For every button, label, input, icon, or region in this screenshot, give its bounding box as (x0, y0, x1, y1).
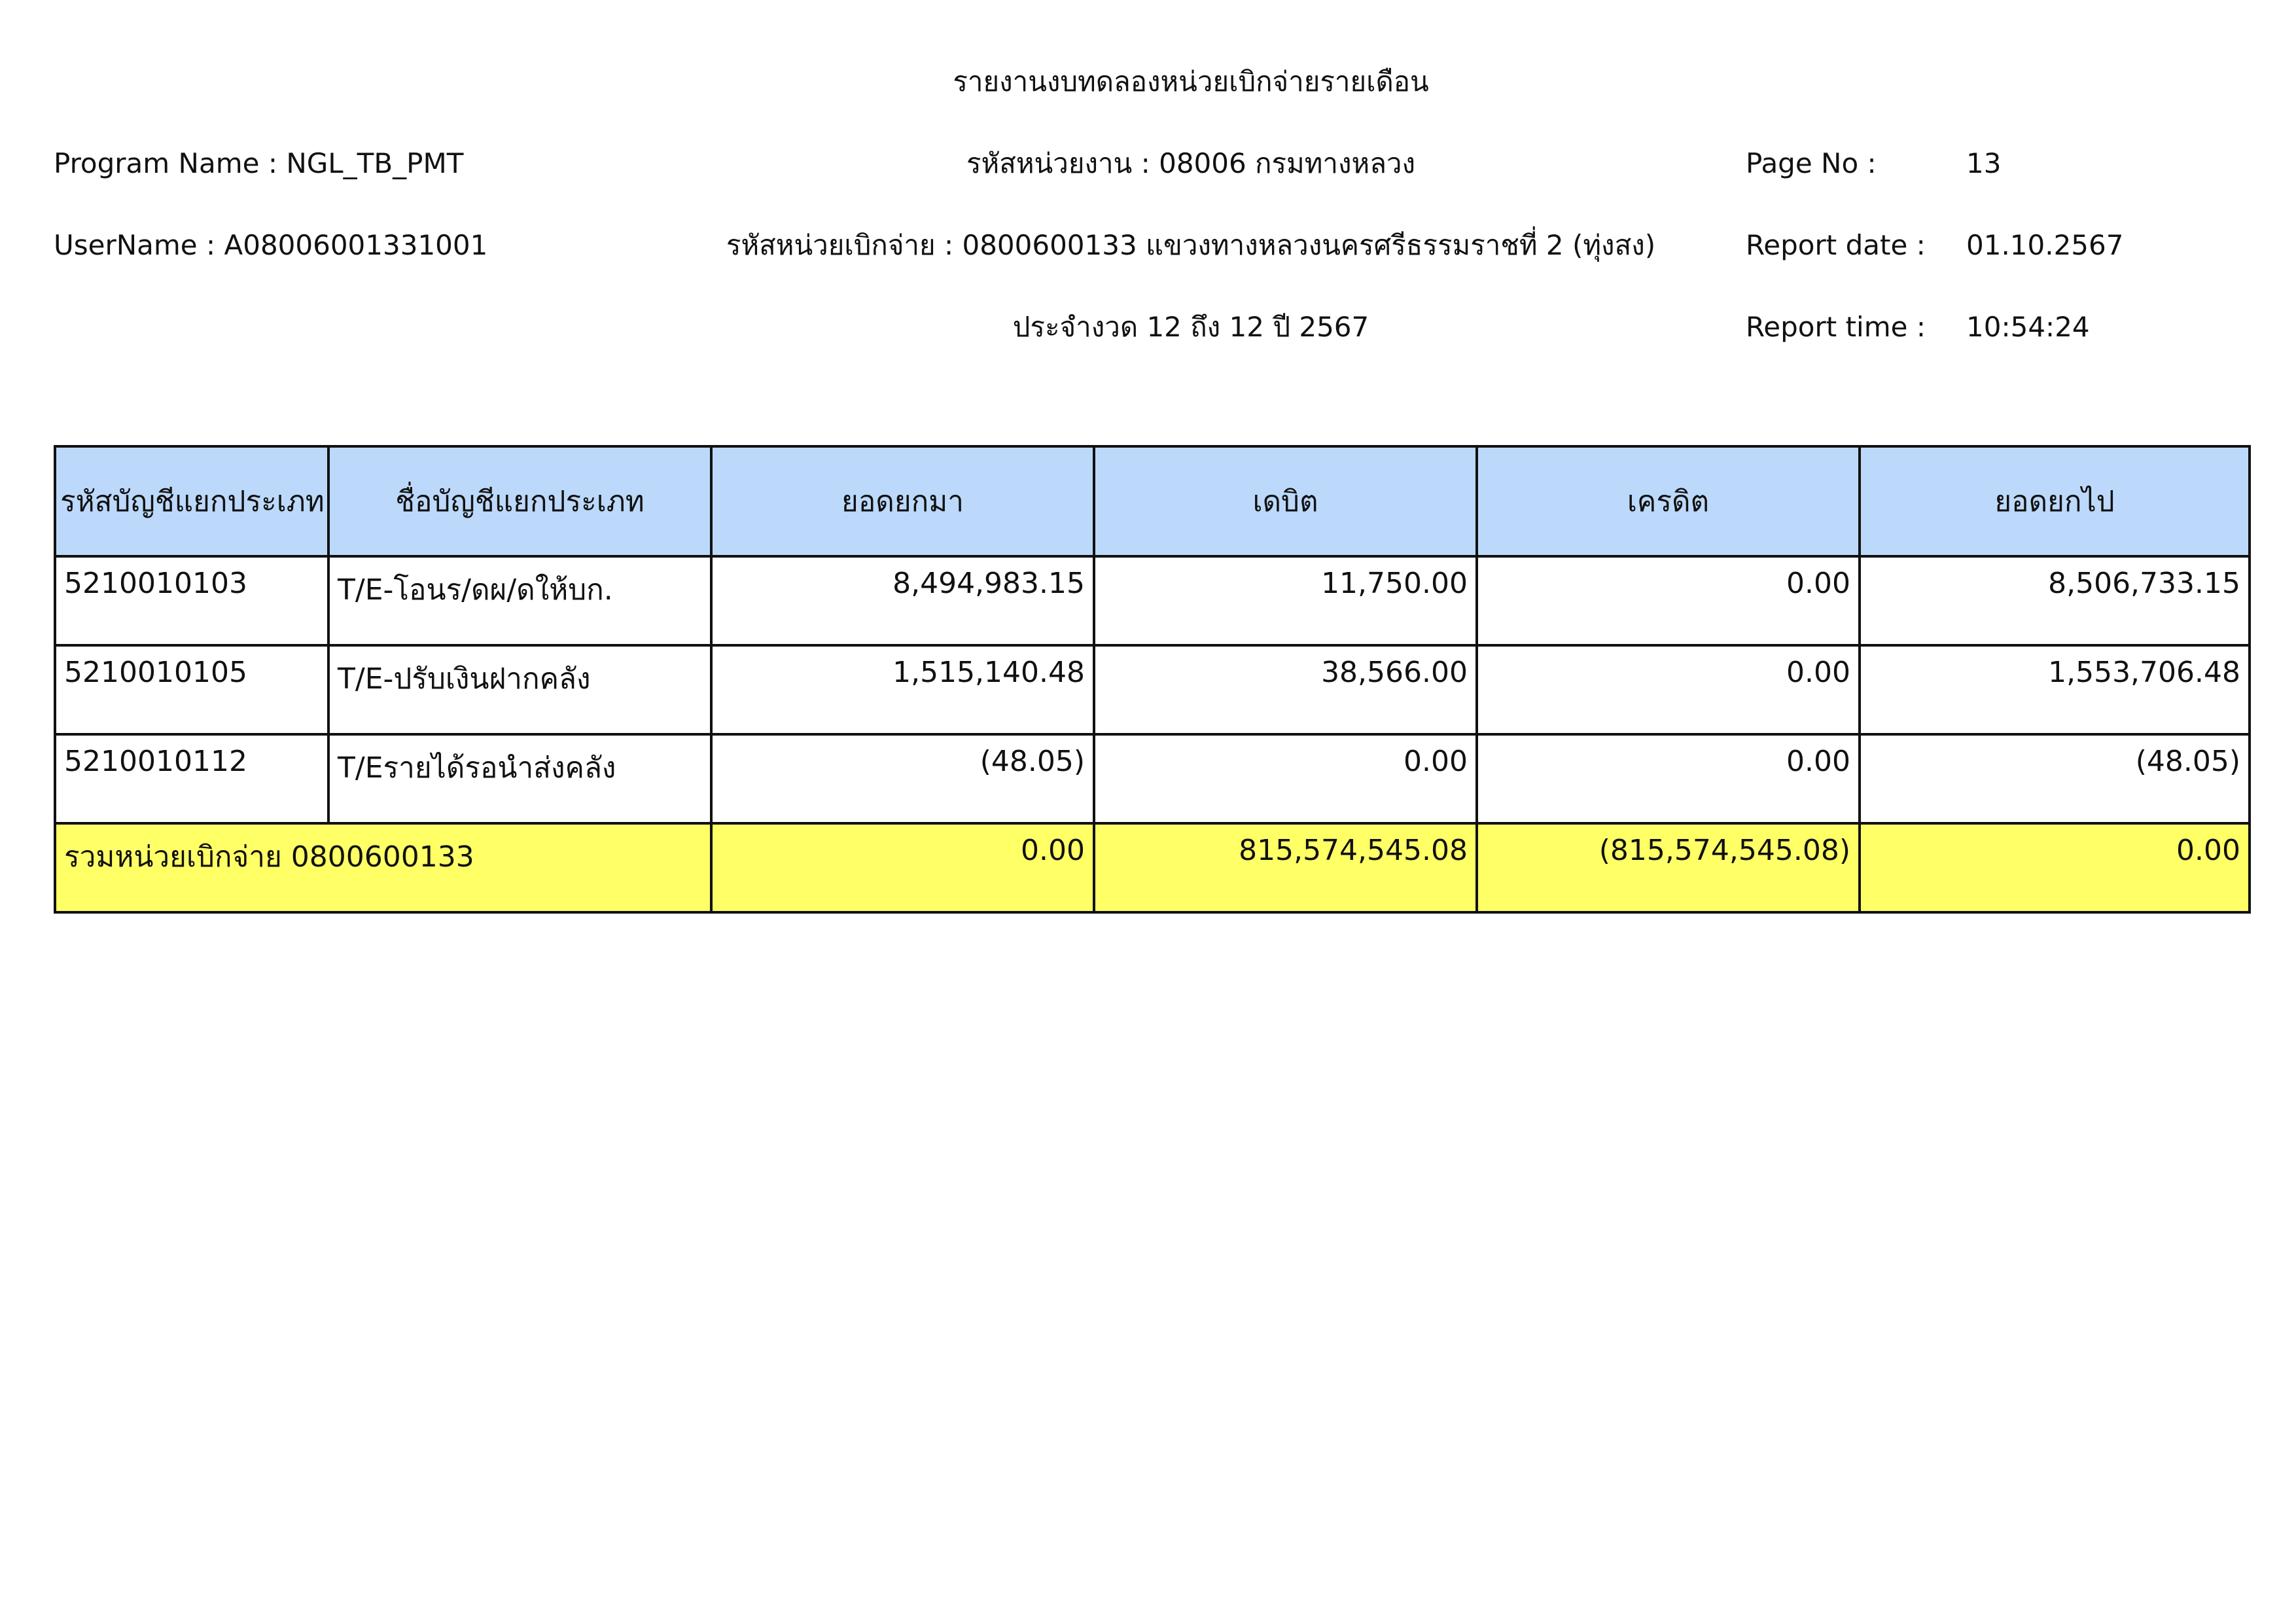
debit-cell: 38,566.00 (1094, 645, 1477, 734)
account-name-cell: T/E-โอนร/ดผ/ดให้บก. (328, 556, 711, 645)
report-period: ประจำงวด 12 ถึง 12 ปี 2567 (1012, 311, 1369, 343)
agency-code: รหัสหน่วยงาน : 08006 กรมทางหลวง (966, 147, 1416, 179)
username: UserName : A08006001331001 (54, 229, 488, 261)
brought-forward-cell: (48.05) (711, 734, 1094, 823)
col-header-debit: เดบิต (1094, 446, 1477, 556)
trial-balance-table (54, 445, 2251, 914)
brought-forward-cell: 8,494,983.15 (711, 556, 1094, 645)
debit-cell: 11,750.00 (1094, 556, 1477, 645)
credit-cell: 0.00 (1477, 556, 1860, 645)
account-name-cell: T/E-ปรับเงินฝากคลัง (328, 645, 711, 734)
total-credit-cell: (815,574,545.08) (1477, 823, 1860, 912)
report-date-value: 01.10.2567 (1966, 229, 2124, 261)
program-name: Program Name : NGL_TB_PMT (54, 147, 464, 179)
credit-cell: 0.00 (1477, 645, 1860, 734)
table-row (55, 645, 2250, 734)
account-name-cell: T/Eรายได้รอนำส่งคลัง (328, 734, 711, 823)
carried-forward-cell: 8,506,733.15 (1860, 556, 2250, 645)
col-header-credit: เครดิต (1477, 446, 1860, 556)
page-no-label: Page No : (1746, 147, 1877, 179)
report-time-value: 10:54:24 (1966, 311, 2090, 343)
total-debit-cell: 815,574,545.08 (1094, 823, 1477, 912)
col-header-carried-forward: ยอดยกไป (1860, 446, 2250, 556)
col-header-brought-forward: ยอดยกมา (711, 446, 1094, 556)
total-carried-forward-cell: 0.00 (1860, 823, 2250, 912)
credit-cell: 0.00 (1477, 734, 1860, 823)
table-row (55, 556, 2250, 645)
table-header-row (55, 446, 2250, 556)
col-header-account-name: ชื่อบัญชีแยกประเภท (328, 446, 711, 556)
total-brought-forward-cell: 0.00 (711, 823, 1094, 912)
account-code-cell: 5210010103 (55, 556, 328, 645)
account-code-cell: 5210010105 (55, 645, 328, 734)
report-time-label: Report time : (1746, 311, 1926, 343)
col-header-account-code: รหัสบัญชีแยกประเภท (55, 446, 328, 556)
total-row (55, 823, 2250, 912)
disbursing-unit: รหัสหน่วยเบิกจ่าย : 0800600133 แขวงทางหลวงนครศรีธรรมราชที่ 2 (ทุ่งสง) (726, 229, 1656, 261)
carried-forward-cell: (48.05) (1860, 734, 2250, 823)
brought-forward-cell: 1,515,140.48 (711, 645, 1094, 734)
table-row (55, 734, 2250, 823)
debit-cell: 0.00 (1094, 734, 1477, 823)
page-no-value: 13 (1966, 147, 2002, 179)
total-label-cell: รวมหน่วยเบิกจ่าย 0800600133 (55, 823, 711, 912)
report-title: รายงานงบทดลองหน่วยเบิกจ่ายรายเดือน (953, 65, 1429, 98)
carried-forward-cell: 1,553,706.48 (1860, 645, 2250, 734)
report-date-label: Report date : (1746, 229, 1926, 261)
account-code-cell: 5210010112 (55, 734, 328, 823)
